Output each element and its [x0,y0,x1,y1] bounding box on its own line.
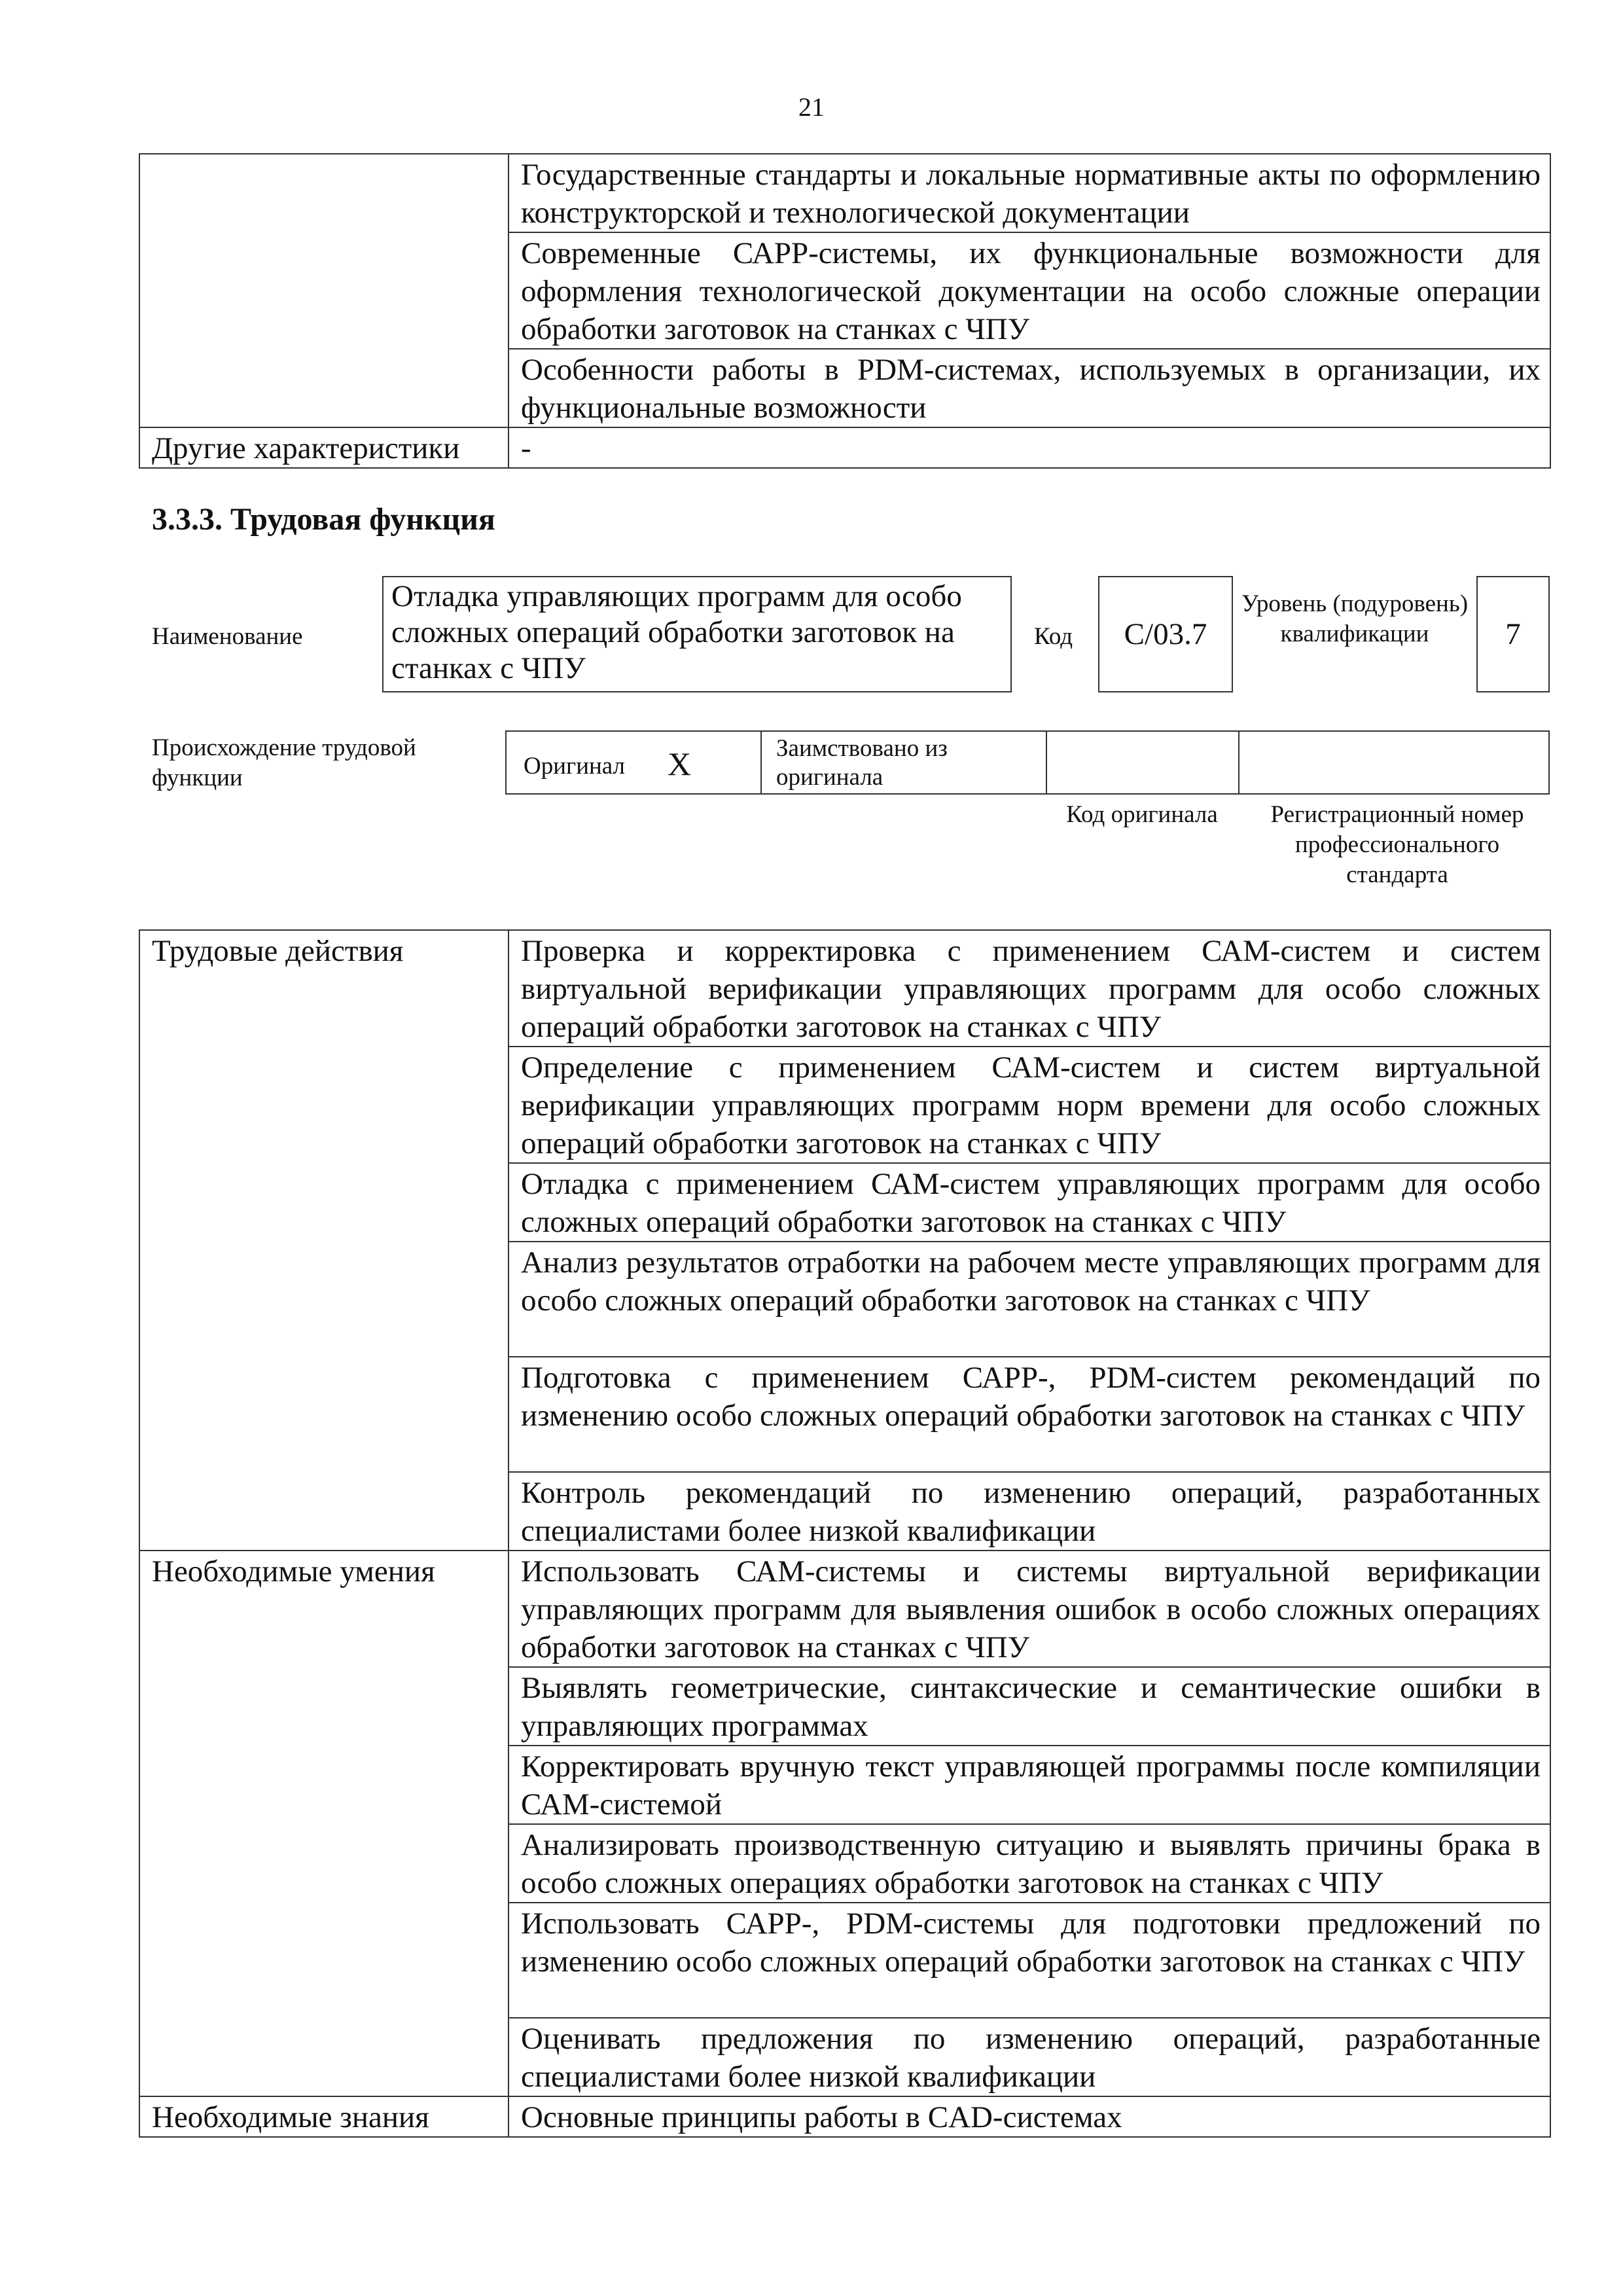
actions-item: Определение с применением САМ-систем и систем виртуальной верификации управляющих программ норм времени для особо сложных операций обработки заготовок на станках с ЧПУ [508,1047,1550,1163]
code-box [1098,576,1233,692]
skills-item: Корректировать вручную текст управляющей программы после компиляции САМ-системой [508,1746,1550,1824]
section-title: 3.3.3. Трудовая функция [152,502,495,537]
actions-label: Трудовые действия [139,930,508,1551]
top-table-row: Государственные стандарты и локальные нормативные акты по оформлению конструкторской и технологической документации [508,154,1550,232]
code-caption: Код оригинала [1066,801,1218,828]
origin-reg-cell [1240,732,1548,793]
main-table [139,929,1551,2138]
origin-label: Происхождение трудовой функции [152,734,416,791]
other-characteristics-value: - [508,427,1550,468]
skills-item: Использовать САРР-, PDM-системы для подготовки предложений по изменению особо сложных операций обработки заготовок на станках с ЧПУ [508,1903,1550,2018]
code-value: C/03.7 [1124,617,1207,651]
top-table-empty-label [139,154,508,427]
code-label: Код [1034,623,1073,650]
function-name-value: Отладка управляющих программ для особо сложных операций обработки заготовок на станках с ЧПУ [391,579,962,685]
level-value: 7 [1505,617,1521,651]
actions-item: Подготовка с применением САРР-, PDM-систем рекомендаций по изменению особо сложных операций обработки заготовок на станках с ЧПУ [508,1357,1550,1472]
other-characteristics-label: Другие характеристики [139,427,508,468]
actions-item: Контроль рекомендаций по изменению операций, разработанных специалистами более низкой квалификации [508,1472,1550,1551]
reg-caption: Регистрационный номер профессионального стандарта [1270,801,1524,888]
level-box [1476,576,1550,692]
top-table-row: Особенности работы в PDM-системах, используемых в организации, их функциональные возможности [508,349,1550,427]
borrowed-label: Заимствовано из оригинала [776,735,948,791]
skills-item: Анализировать производственную ситуацию и выявлять причины брака в особо сложных операциях обработки заготовок на станках с ЧПУ [508,1824,1550,1903]
knowledge-label: Необходимые знания [139,2096,508,2137]
original-label: Оригинал [524,753,626,780]
origin-cell-original [507,732,762,793]
top-table-row: Современные САРР-системы, их функциональные возможности для оформления технологической документации на особо сложные операции обработки заготовок на станках с ЧПУ [508,232,1550,349]
origin-code-cell [1046,732,1240,793]
skills-item: Использовать САМ-системы и системы виртуальной верификации управляющих программ для выявления ошибок в особо сложных операциях обработки заготовок на станках с ЧПУ [508,1551,1550,1667]
knowledge-item: Основные принципы работы в CAD-системах [508,2096,1550,2137]
name-label: Наименование [152,623,303,650]
origin-table [505,730,1550,795]
skills-label: Необходимые умения [139,1551,508,2096]
function-name-box [382,576,1012,692]
level-label: Уровень (подуровень) квалификации [1241,590,1469,647]
actions-item: Отладка с применением САМ-систем управляющих программ для особо сложных операций обработки заготовок на станках с ЧПУ [508,1163,1550,1242]
skills-item: Оценивать предложения по изменению операций, разработанные специалистами более низкой квалификации [508,2018,1550,2096]
skills-item: Выявлять геометрические, синтаксические и семантические ошибки в управляющих программах [508,1667,1550,1746]
original-mark: X [668,745,692,782]
actions-item: Проверка и корректировка с применением САМ-систем и систем виртуальной верификации управляющих программ для особо сложных операций обработки заготовок на станках с ЧПУ [508,930,1550,1047]
actions-item: Анализ результатов отработки на рабочем месте управляющих программ для особо сложных операций обработки заготовок на станках с ЧПУ [508,1242,1550,1357]
page-number: 21 [798,92,825,122]
top-table [139,153,1551,469]
